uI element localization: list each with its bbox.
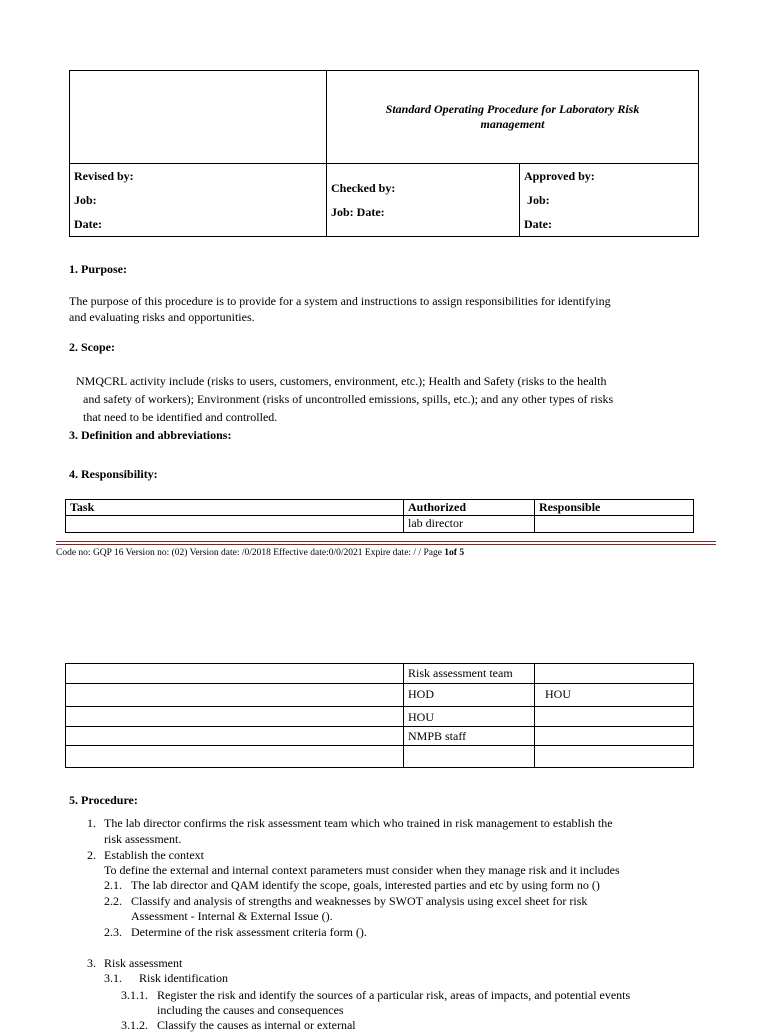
item-1-line-1: The lab director confirms the risk assessment team which who trained in risk management to establish the bbox=[104, 816, 613, 830]
cell: Risk assessment team bbox=[404, 664, 535, 684]
cell: HOD bbox=[404, 684, 535, 707]
footer-page-number: 1of 5 bbox=[444, 548, 465, 558]
cell-responsible bbox=[535, 516, 694, 533]
table-row bbox=[66, 746, 694, 768]
procedure-heading: 5. Procedure: bbox=[69, 793, 138, 807]
item-2-2-line-1: Classify and analysis of strengths and weaknesses by SWOT analysis using excel sheet for risk bbox=[131, 894, 588, 908]
header-task: Task bbox=[66, 500, 404, 516]
item-2-2-number: 2.2. bbox=[104, 894, 122, 908]
cell bbox=[535, 707, 694, 727]
cell bbox=[535, 727, 694, 746]
header-responsible: Responsible bbox=[535, 500, 694, 516]
table-row bbox=[66, 707, 694, 727]
definition-heading: 3. Definition and abbreviations: bbox=[69, 428, 232, 442]
item-2-1-number: 2.1. bbox=[104, 878, 122, 892]
table-row bbox=[66, 516, 694, 533]
purpose-text-line-1: The purpose of this procedure is to provide for a system and instructions to assign responsibilities for identifying bbox=[69, 294, 611, 308]
approved-cell bbox=[520, 164, 699, 237]
footer-rule-bottom bbox=[56, 544, 716, 545]
scope-heading: 2. Scope: bbox=[69, 340, 115, 354]
responsibility-table bbox=[65, 499, 694, 533]
cell bbox=[66, 727, 404, 746]
scope-text-line-2: and safety of workers); Environment (risks of uncontrolled emissions, spills, etc.); and any other types of risks bbox=[83, 392, 614, 406]
title-cell bbox=[327, 71, 699, 164]
team-table bbox=[65, 663, 694, 768]
header-table bbox=[69, 70, 699, 237]
approved-job-label: Job: bbox=[527, 193, 550, 207]
cell bbox=[66, 664, 404, 684]
item-2-1-text: The lab director and QAM identify the scope, goals, interested parties and etc by using form no () bbox=[131, 878, 600, 892]
checked-job-date-label: Job: Date: bbox=[331, 205, 385, 219]
item-3-1-2-text: Classify the causes as internal or external bbox=[157, 1018, 356, 1032]
checked-cell bbox=[327, 164, 520, 237]
item-2-title: Establish the context bbox=[104, 848, 204, 862]
item-2-3-text: Determine of the risk assessment criteria form (). bbox=[131, 925, 367, 939]
item-1-number: 1. bbox=[87, 816, 96, 830]
item-3-1-text: Risk identification bbox=[139, 971, 228, 985]
item-2-2-line-2: Assessment - Internal & External Issue (). bbox=[131, 909, 333, 923]
item-3-1-1-number: 3.1.1. bbox=[121, 988, 148, 1002]
cell bbox=[535, 664, 694, 684]
cell-task bbox=[66, 516, 404, 533]
approved-date-label: Date: bbox=[524, 217, 552, 231]
cell bbox=[66, 746, 404, 768]
item-3-title: Risk assessment bbox=[104, 956, 183, 970]
cell bbox=[66, 707, 404, 727]
approved-by-label: Approved by: bbox=[524, 169, 595, 183]
document-title: Standard Operating Procedure for Laboratory Risk management bbox=[385, 102, 640, 131]
table-row bbox=[66, 684, 694, 707]
purpose-heading: 1. Purpose: bbox=[69, 262, 127, 276]
footer-text: Code no: GQP 16 Version no: (02) Version date: /0/2018 Effective date:0/0/2021 Expire date: / / Page bbox=[56, 548, 445, 558]
revised-cell bbox=[70, 164, 327, 237]
cell-authorized: lab director bbox=[404, 516, 535, 533]
scope-text-line-1: NMQCRL activity include (risks to users, customers, environment, etc.); Health and Safety (risks to the health bbox=[76, 374, 607, 388]
table-row bbox=[66, 727, 694, 746]
item-2-number: 2. bbox=[87, 848, 96, 862]
item-3-1-1-line-2: including the causes and consequences bbox=[157, 1003, 344, 1017]
item-2-3-number: 2.3. bbox=[104, 925, 122, 939]
purpose-text-line-2: and evaluating risks and opportunities. bbox=[69, 310, 255, 324]
cell bbox=[404, 746, 535, 768]
cell: HOU bbox=[535, 684, 694, 707]
table-header-row bbox=[66, 500, 694, 516]
item-1-line-2: risk assessment. bbox=[104, 832, 182, 846]
cell: NMPB staff bbox=[404, 727, 535, 746]
cell bbox=[535, 746, 694, 768]
item-3-1-2-number: 3.1.2. bbox=[121, 1018, 148, 1032]
item-2-text: To define the external and internal context parameters must consider when they manage risk and it includes bbox=[104, 863, 620, 877]
item-3-number: 3. bbox=[87, 956, 96, 970]
cell: HOU bbox=[404, 707, 535, 727]
scope-text-line-3: that need to be identified and controlled. bbox=[83, 410, 278, 424]
item-3-1-number: 3.1. bbox=[104, 971, 122, 985]
item-3-1-1-line-1: Register the risk and identify the sources of a particular risk, areas of impacts, and potential events bbox=[157, 988, 631, 1002]
checked-by-label: Checked by: bbox=[331, 181, 396, 195]
logo-cell bbox=[70, 71, 327, 164]
footer-rule-top bbox=[56, 541, 716, 542]
responsibility-heading: 4. Responsibility: bbox=[69, 467, 158, 481]
revised-date-label: Date: bbox=[74, 217, 102, 231]
table-row bbox=[66, 664, 694, 684]
revised-by-label: Revised by: bbox=[74, 169, 134, 183]
revised-job-label: Job: bbox=[74, 193, 97, 207]
page-footer bbox=[56, 547, 464, 560]
cell bbox=[66, 684, 404, 707]
header-authorized: Authorized bbox=[404, 500, 535, 516]
